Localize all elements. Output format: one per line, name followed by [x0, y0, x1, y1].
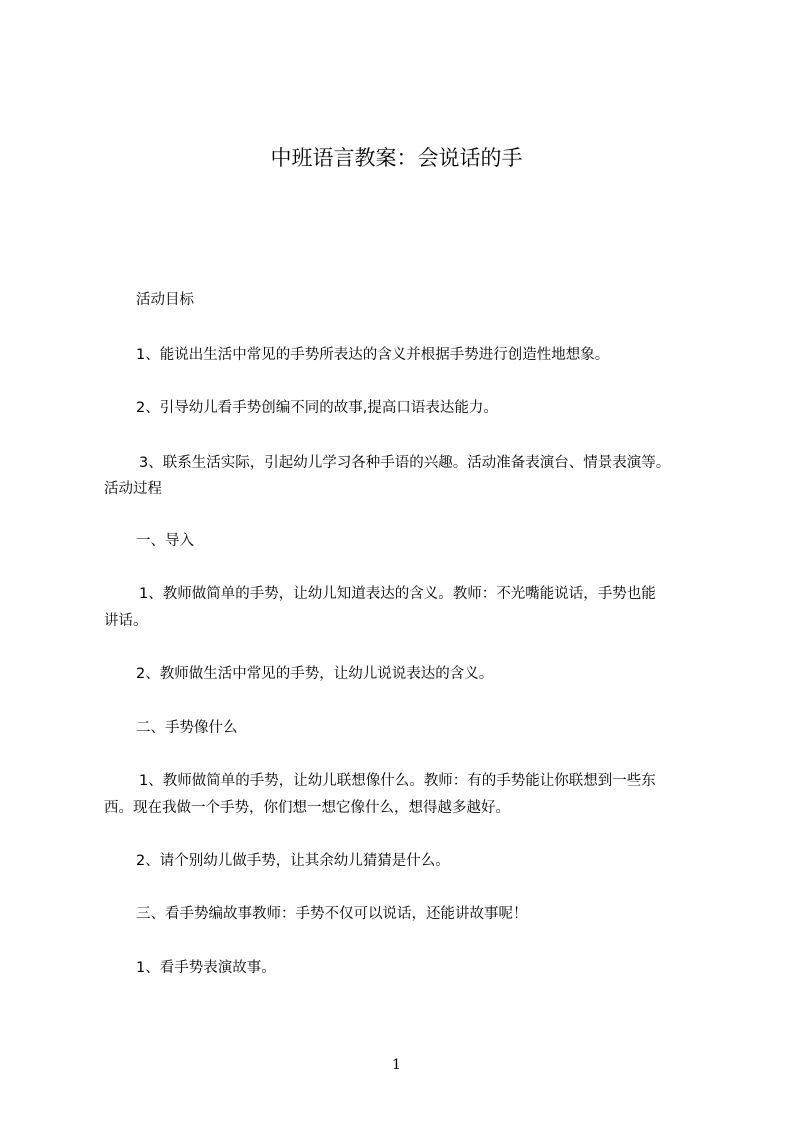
paragraph-goal-2: 2、引导幼儿看手势创编不同的故事,提高口语表达能力。 — [136, 400, 498, 416]
paragraph-gesture-1-line-2: 西。现在我做一个手势，你们想一想它像什么，想得越多越好。 — [104, 800, 510, 816]
paragraph-goal-3: 3、联系生活实际，引起幼儿学习各种手语的兴趣。活动准备表演台、情景表演等。 — [139, 455, 671, 471]
paragraph-intro-2: 2、教师做生活中常见的手势，让幼儿说说表达的含义。 — [136, 666, 494, 682]
section-heading-gesture-like: 二、手势像什么 — [136, 720, 238, 736]
section-heading-activity-goals: 活动目标 — [136, 292, 194, 308]
document-title: 中班语言教案：会说话的手 — [270, 146, 523, 170]
paragraph-gesture-2: 2、请个别幼儿做手势，让其余幼儿猜猜是什么。 — [136, 853, 450, 869]
paragraph-goal-1: 1、能说出生活中常见的手势所表达的含义并根据手势进行创造性地想象。 — [136, 347, 610, 363]
section-heading-story: 三、看手势编故事教师：手势不仅可以说话，还能讲故事呢！ — [136, 906, 528, 922]
page-number: 1 — [392, 1057, 401, 1073]
paragraph-gesture-1-line-1: 1、教师做简单的手势，让幼儿联想像什么。教师：有的手势能让你联想到一些东 — [139, 773, 656, 789]
paragraph-intro-1-line-1: 1、教师做简单的手势，让幼儿知道表达的含义。教师：不光嘴能说话，手势也能 — [139, 586, 656, 602]
section-heading-activity-process: 活动过程 — [104, 481, 162, 497]
section-heading-intro: 一、导入 — [136, 533, 194, 549]
paragraph-story-1: 1、看手势表演故事。 — [136, 960, 276, 976]
paragraph-intro-1-line-2: 讲话。 — [104, 613, 148, 629]
